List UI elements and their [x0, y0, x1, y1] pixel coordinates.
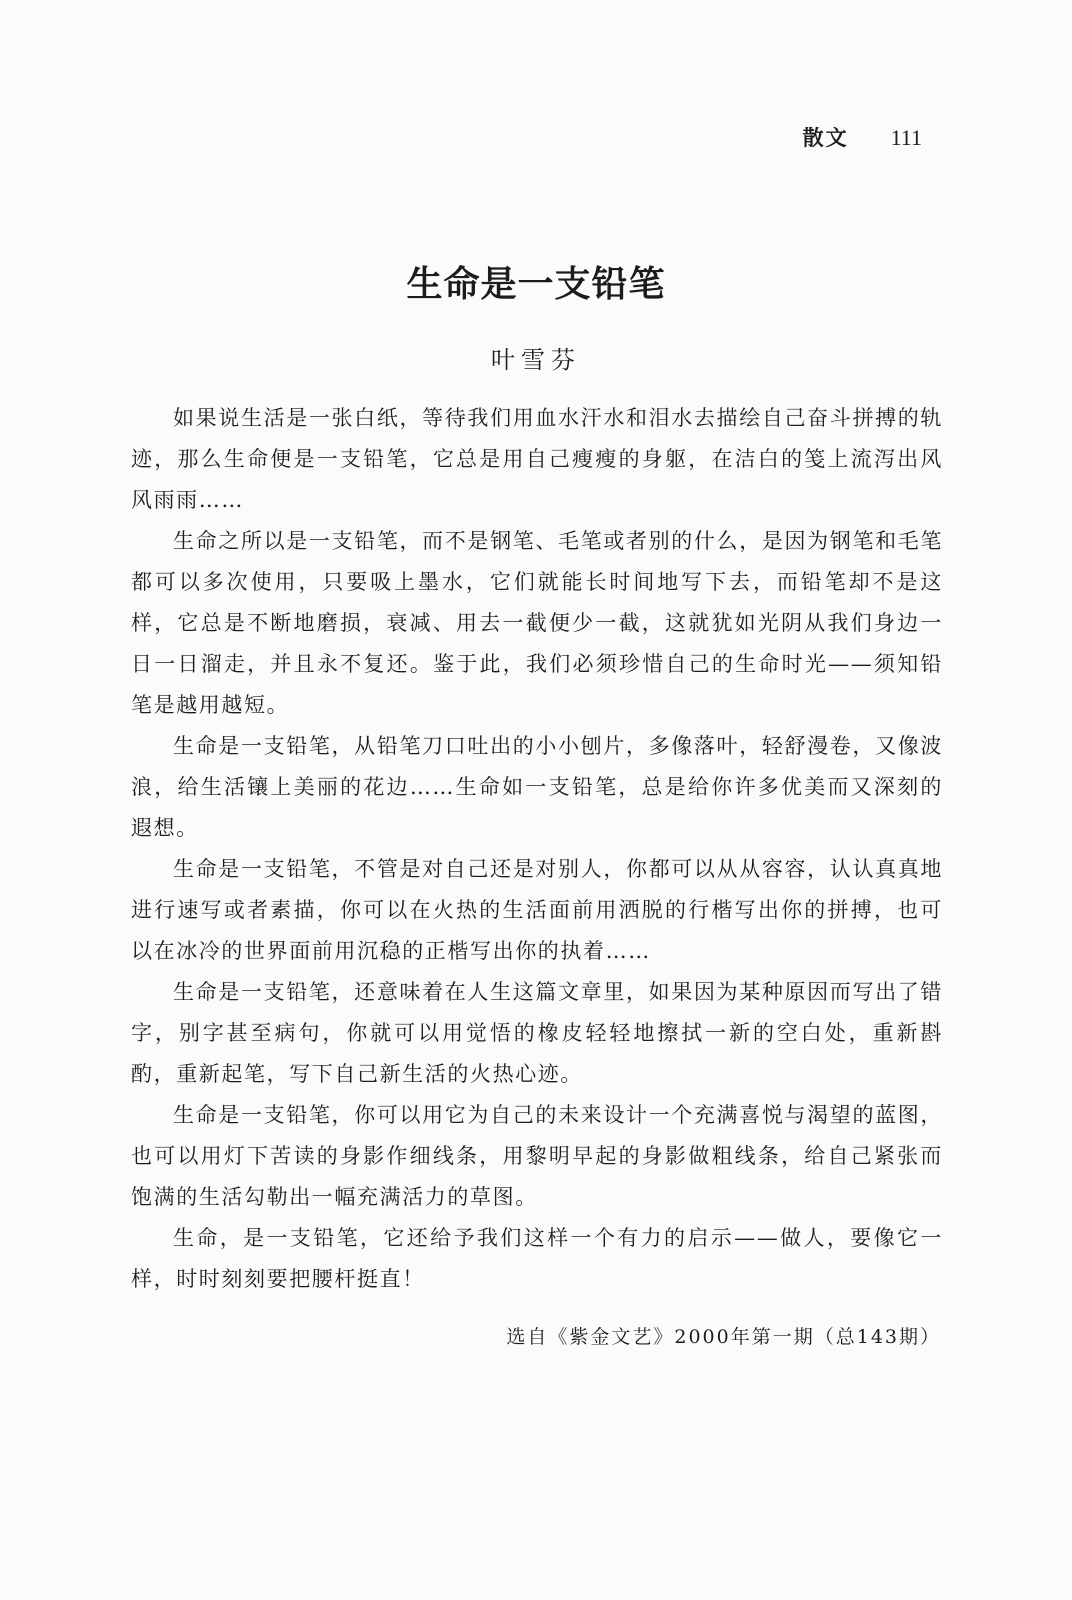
- paragraph: 生命之所以是一支铅笔，而不是钢笔、毛笔或者别的什么，是因为钢笔和毛笔都可以多次使用，只要吸上墨水，它们就能长时间地写下去，而铅笔却不是这样，它总是不断地磨损，衰减、用去一截便少一截，这就犹如光阴从我们身边一日一日溜走，并且永不复还。鉴于此，我们必须珍惜自己的生命时光——须知铅笔是越用越短。: [131, 529, 943, 717]
- paragraph: 生命是一支铅笔，你可以用它为自己的未来设计一个充满喜悦与渴望的蓝图，也可以用灯下苦读的身影作细线条，用黎明早起的身影做粗线条，给自己紧张而饱满的生活勾勒出一幅充满活力的草图。: [131, 1103, 943, 1209]
- paragraph: 生命，是一支铅笔，它还给予我们这样一个有力的启示——做人，要像它一样，时时刻刻要把腰杆挺直！: [131, 1226, 943, 1291]
- paragraph: 生命是一支铅笔，不管是对自己还是对别人，你都可以从从容容，认认真真地进行速写或者素描，你可以在火热的生活面前用洒脱的行楷写出你的拼搏，也可以在冰冷的世界面前用沉稳的正楷写出你的执着……: [131, 857, 943, 963]
- page-number: 111: [890, 125, 922, 150]
- section-label: 散文: [802, 126, 849, 150]
- page-header: [803, 122, 922, 152]
- article-body: [131, 398, 943, 1300]
- article-author: 叶雪芬: [491, 346, 581, 374]
- article-title: 生命是一支铅笔: [406, 264, 666, 305]
- source-citation: 选自《紫金文艺》2000年第一期（总143期）: [506, 1326, 941, 1348]
- paragraph: 生命是一支铅笔，从铅笔刀口吐出的小小刨片，多像落叶，轻舒漫卷，又像波浪，给生活镶上美丽的花边……生命如一支铅笔，总是给你许多优美而又深刻的遐想。: [131, 734, 943, 840]
- paragraph: 如果说生活是一张白纸，等待我们用血水汗水和泪水去描绘自己奋斗拼搏的轨迹，那么生命便是一支铅笔，它总是用自己瘦瘦的身躯，在洁白的笺上流泻出风风雨雨……: [131, 406, 943, 512]
- paragraph: 生命是一支铅笔，还意味着在人生这篇文章里，如果因为某种原因而写出了错字，别字甚至病句，你就可以用觉悟的橡皮轻轻地擦拭一新的空白处，重新斟酌，重新起笔，写下自己新生活的火热心迹。: [131, 980, 943, 1086]
